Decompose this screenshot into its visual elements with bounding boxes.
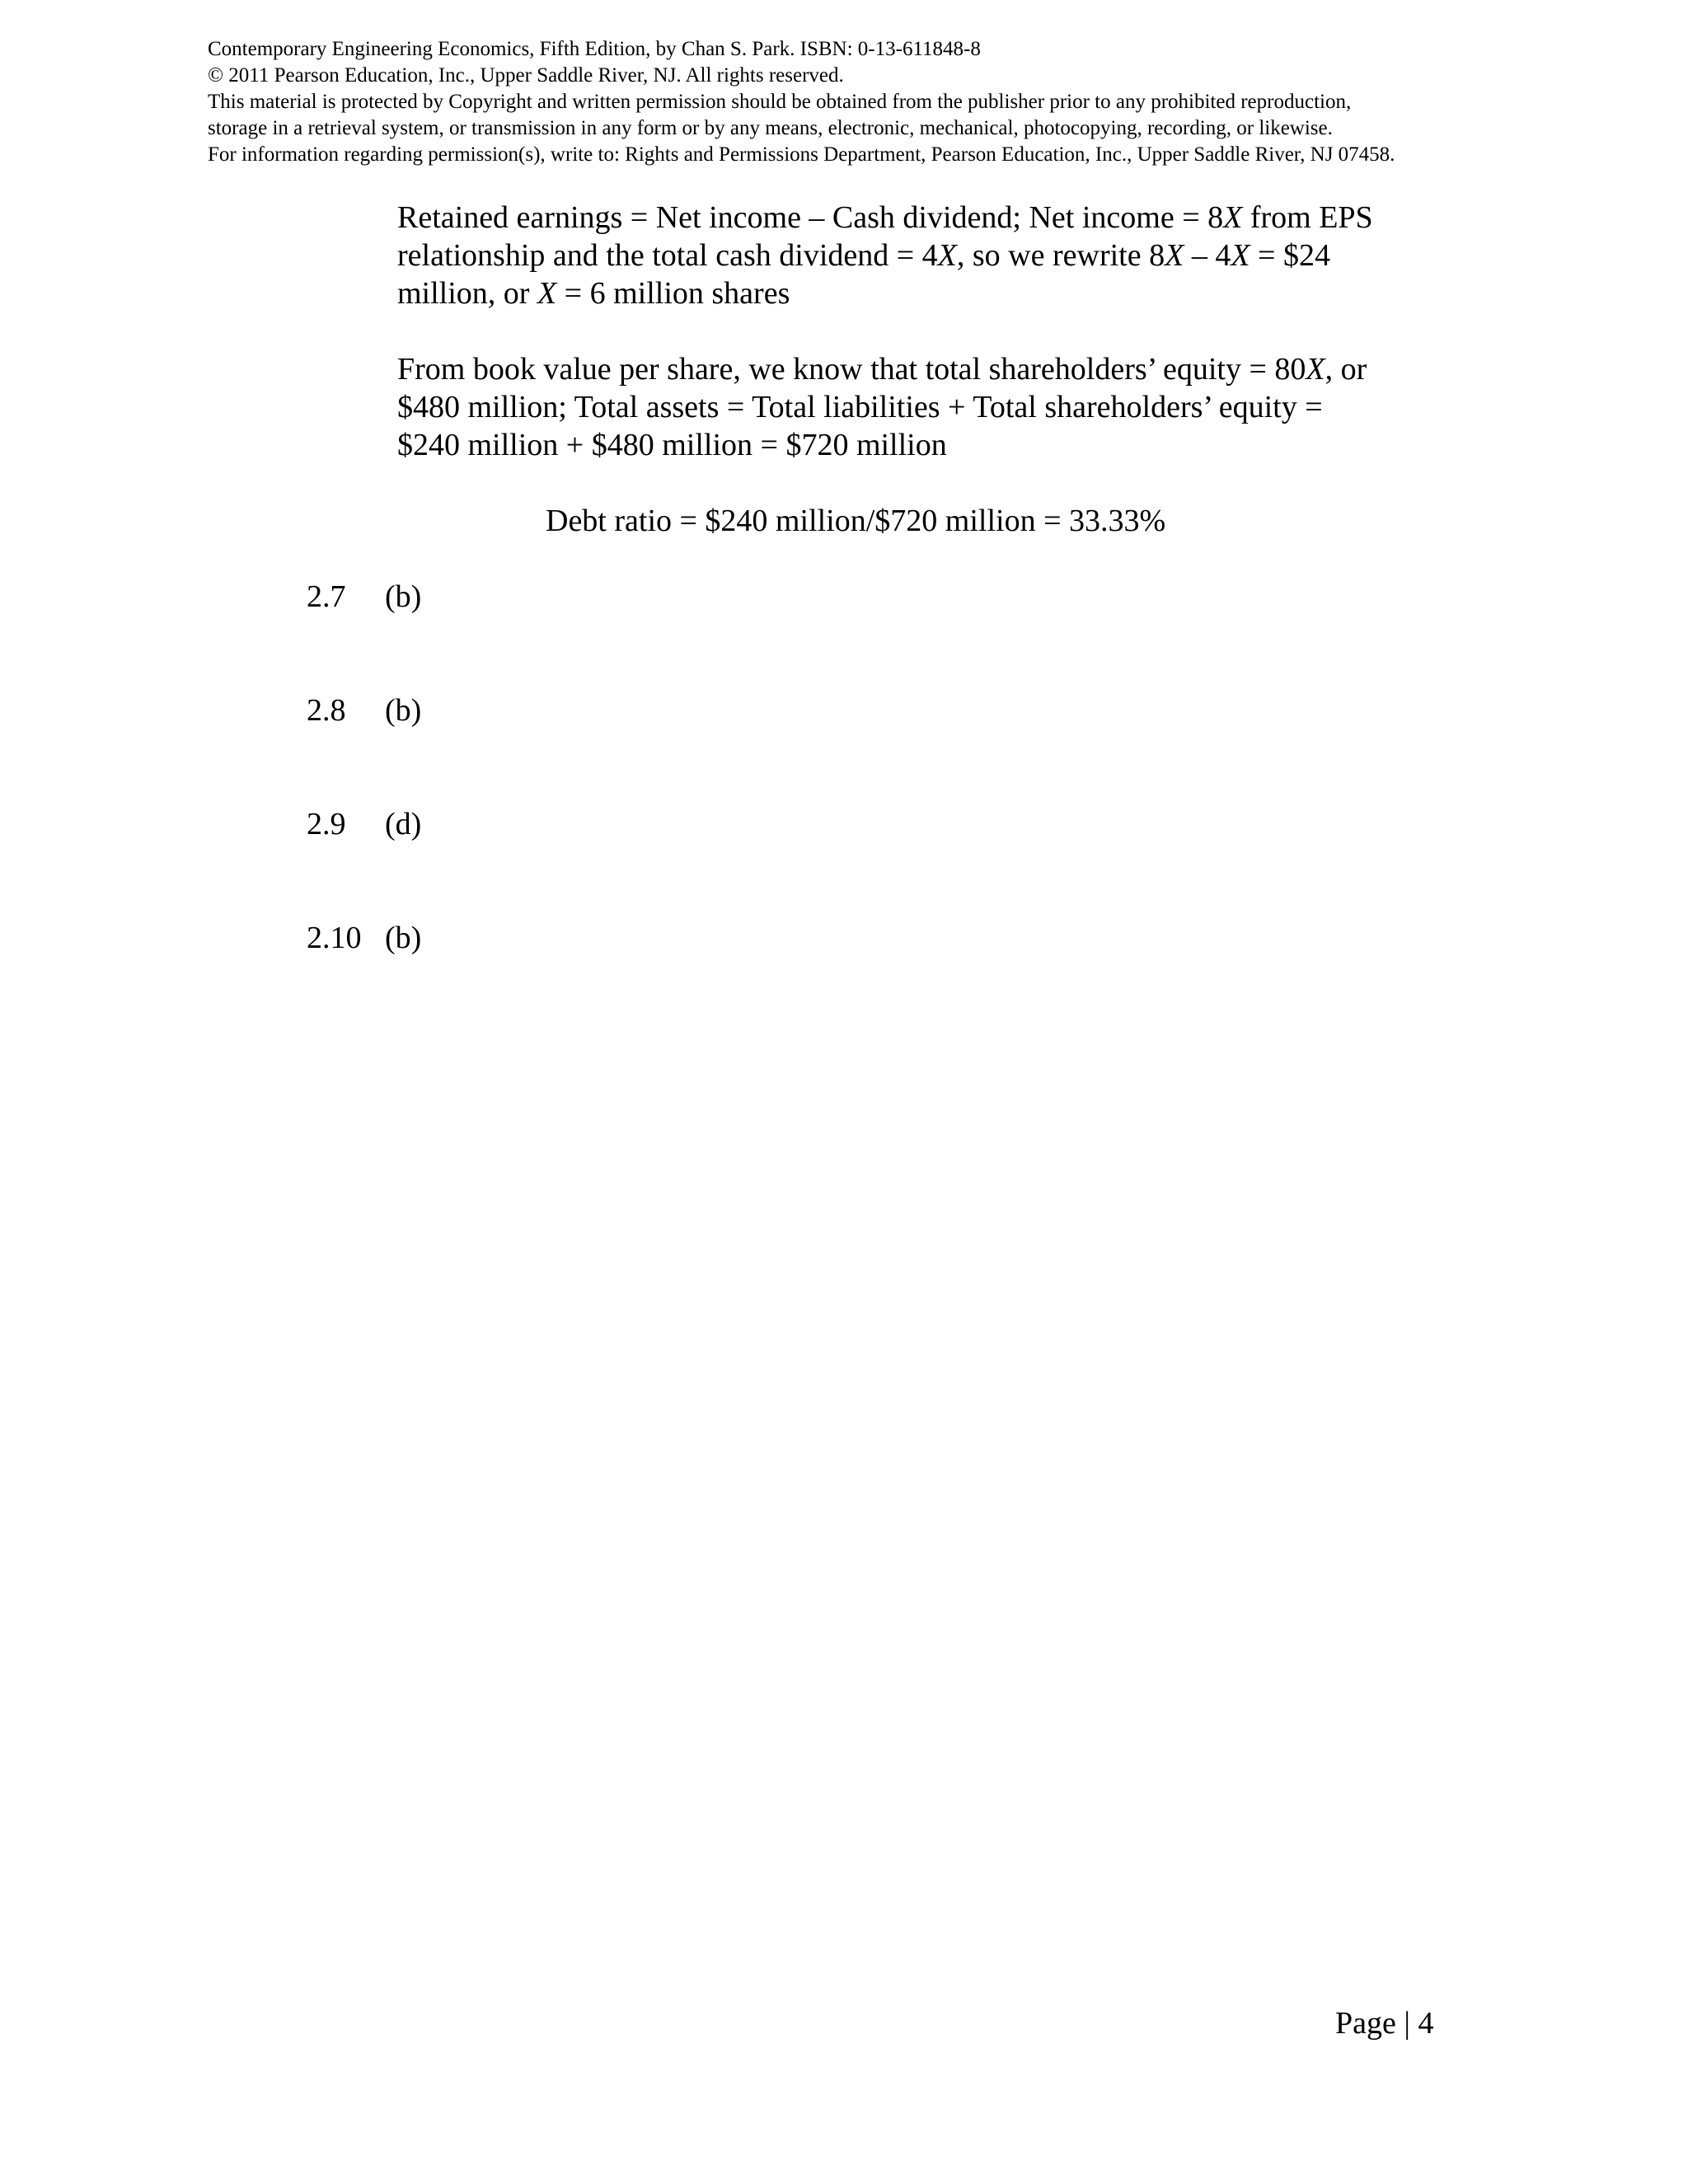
text-span: = $24 xyxy=(1250,238,1330,273)
text-span: – 4 xyxy=(1184,238,1231,273)
text-span: , or xyxy=(1325,352,1367,387)
variable-x: X xyxy=(1306,352,1325,387)
text-span: Retained earnings = Net income – Cash dividend; Net income = 8 xyxy=(397,200,1224,235)
header-line-protection: This material is protected by Copyright and written permission should be obtained from the publisher prior to any prohibited reproduction, xyxy=(208,91,1352,113)
answer-item xyxy=(307,805,421,843)
text-span: From book value per share, we know that total shareholders’ equity = 80 xyxy=(397,352,1306,387)
variable-x: X xyxy=(1223,200,1243,235)
text-span: , so we rewrite 8 xyxy=(956,238,1165,273)
header-line-copyright: © 2011 Pearson Education, Inc., Upper Saddle River, NJ. All rights reserved. xyxy=(208,64,844,87)
debt-ratio-equation: Debt ratio = $240 million/$720 million = 33.33% xyxy=(546,504,1166,538)
answer-number: 2.10 xyxy=(307,921,362,955)
retained-earnings-paragraph xyxy=(397,199,1469,312)
variable-x: X xyxy=(1231,238,1250,273)
text-span: from EPS xyxy=(1242,200,1373,235)
answer-choice: (b) xyxy=(385,921,422,955)
answer-choice: (d) xyxy=(385,807,422,841)
header-line-storage: storage in a retrieval system, or transmission in any form or by any means, electronic, mechanical, photocopying, recording, or likewise. xyxy=(208,117,1333,139)
variable-x: X xyxy=(1165,238,1184,273)
header-line-permissions: For information regarding permission(s), write to: Rights and Permissions Department, Pearson Education, Inc., Upper Saddle River, NJ 07458. xyxy=(208,143,1395,166)
paragraph-line xyxy=(397,274,1469,312)
answer-number: 2.9 xyxy=(307,807,346,841)
book-value-paragraph xyxy=(397,350,1469,464)
copyright-header xyxy=(208,36,1609,168)
paragraph-line xyxy=(397,237,1469,274)
paragraph-line xyxy=(397,350,1469,388)
answer-item xyxy=(307,919,421,957)
text-span: relationship and the total cash dividend = 4 xyxy=(397,238,938,273)
paragraph-line xyxy=(397,199,1469,237)
page-number: Page | 4 xyxy=(1335,2006,1434,2041)
variable-x: X xyxy=(937,238,957,273)
answer-item xyxy=(307,691,421,729)
text-span: million, or xyxy=(397,276,537,311)
text-span: = 6 million shares xyxy=(556,276,790,311)
variable-x: X xyxy=(537,276,557,311)
answer-choice: (b) xyxy=(385,579,422,614)
answer-item xyxy=(307,578,421,616)
paragraph-line: $240 million + $480 million = $720 million xyxy=(397,428,947,462)
answer-number: 2.8 xyxy=(307,693,346,728)
header-line-title: Contemporary Engineering Economics, Fifth Edition, by Chan S. Park. ISBN: 0-13-611848-8 xyxy=(208,38,981,60)
answer-choice: (b) xyxy=(385,693,422,728)
paragraph-line: $480 million; Total assets = Total liabilities + Total shareholders’ equity = xyxy=(397,390,1323,424)
answer-number: 2.7 xyxy=(307,579,346,614)
